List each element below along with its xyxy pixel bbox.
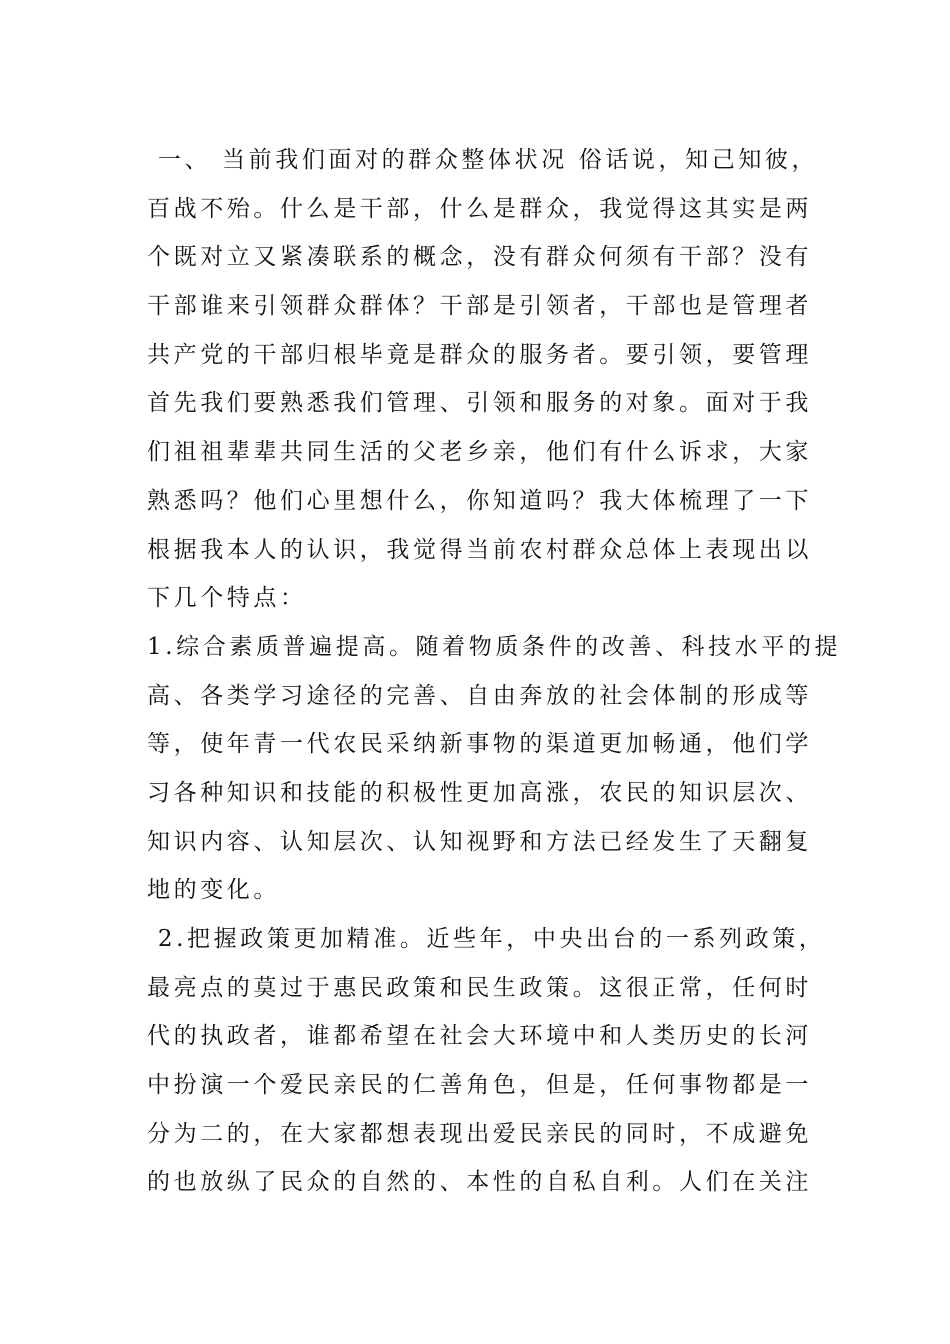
text-line: 知识内容、认知层次、认知视野和方法已经发生了天翻复 bbox=[147, 828, 812, 855]
text-line: 地的变化。 bbox=[147, 877, 280, 904]
text-line: 等，使年青一代农民采纳新事物的渠道更加畅通，他们学 bbox=[147, 731, 812, 758]
text-line: 习各种知识和技能的积极性更加高涨，农民的知识层次、 bbox=[147, 779, 812, 806]
text-line: 高、各类学习途径的完善、自由奔放的社会体制的形成等 bbox=[147, 682, 812, 709]
text-line: 干部谁来引领群众群体？干部是引领者，干部也是管理者 bbox=[147, 293, 812, 320]
text-line: 2.把握政策更加精准。近些年，中央出台的一系列政策， bbox=[147, 926, 826, 952]
text-line: 根据我本人的认识，我觉得当前农村群众总体上表现出以 bbox=[147, 536, 812, 563]
text-line: 一、 当前我们面对的群众整体状况 俗话说，知己知彼， bbox=[147, 147, 819, 173]
text-line: 中扮演一个爱民亲民的仁善角色，但是，任何事物都是一 bbox=[147, 1072, 812, 1099]
text-line: 熟悉吗？他们心里想什么，你知道吗？我大体梳理了一下 bbox=[147, 487, 812, 514]
text-line: 下几个特点： bbox=[147, 585, 307, 612]
text-line: 代的执政者，谁都希望在社会大环境中和人类历史的长河 bbox=[147, 1023, 812, 1050]
text-line: 分为二的，在大家都想表现出爱民亲民的同时，不成避免 bbox=[147, 1120, 812, 1147]
text-line: 个既对立又紧凑联系的概念，没有群众何须有干部？没有 bbox=[147, 244, 812, 271]
text-line: 的也放纵了民众的自然的、本性的自私自利。人们在关注 bbox=[147, 1169, 812, 1196]
text-line: 共产党的干部归根毕竟是群众的服务者。要引领，要管理 bbox=[147, 341, 812, 368]
text-line: 百战不殆。什么是干部，什么是群众，我觉得这其实是两 bbox=[147, 195, 812, 222]
text-line: 1.综合素质普遍提高。随着物质条件的改善、科技水平的提 bbox=[147, 633, 842, 660]
body-text bbox=[147, 136, 842, 1207]
text-line: 首先我们要熟悉我们管理、引领和服务的对象。面对于我 bbox=[147, 390, 812, 417]
text-line: 们祖祖辈辈共同生活的父老乡亲，他们有什么诉求，大家 bbox=[147, 439, 812, 466]
text-line: 最亮点的莫过于惠民政策和民生政策。这很正常，任何时 bbox=[147, 974, 812, 1001]
